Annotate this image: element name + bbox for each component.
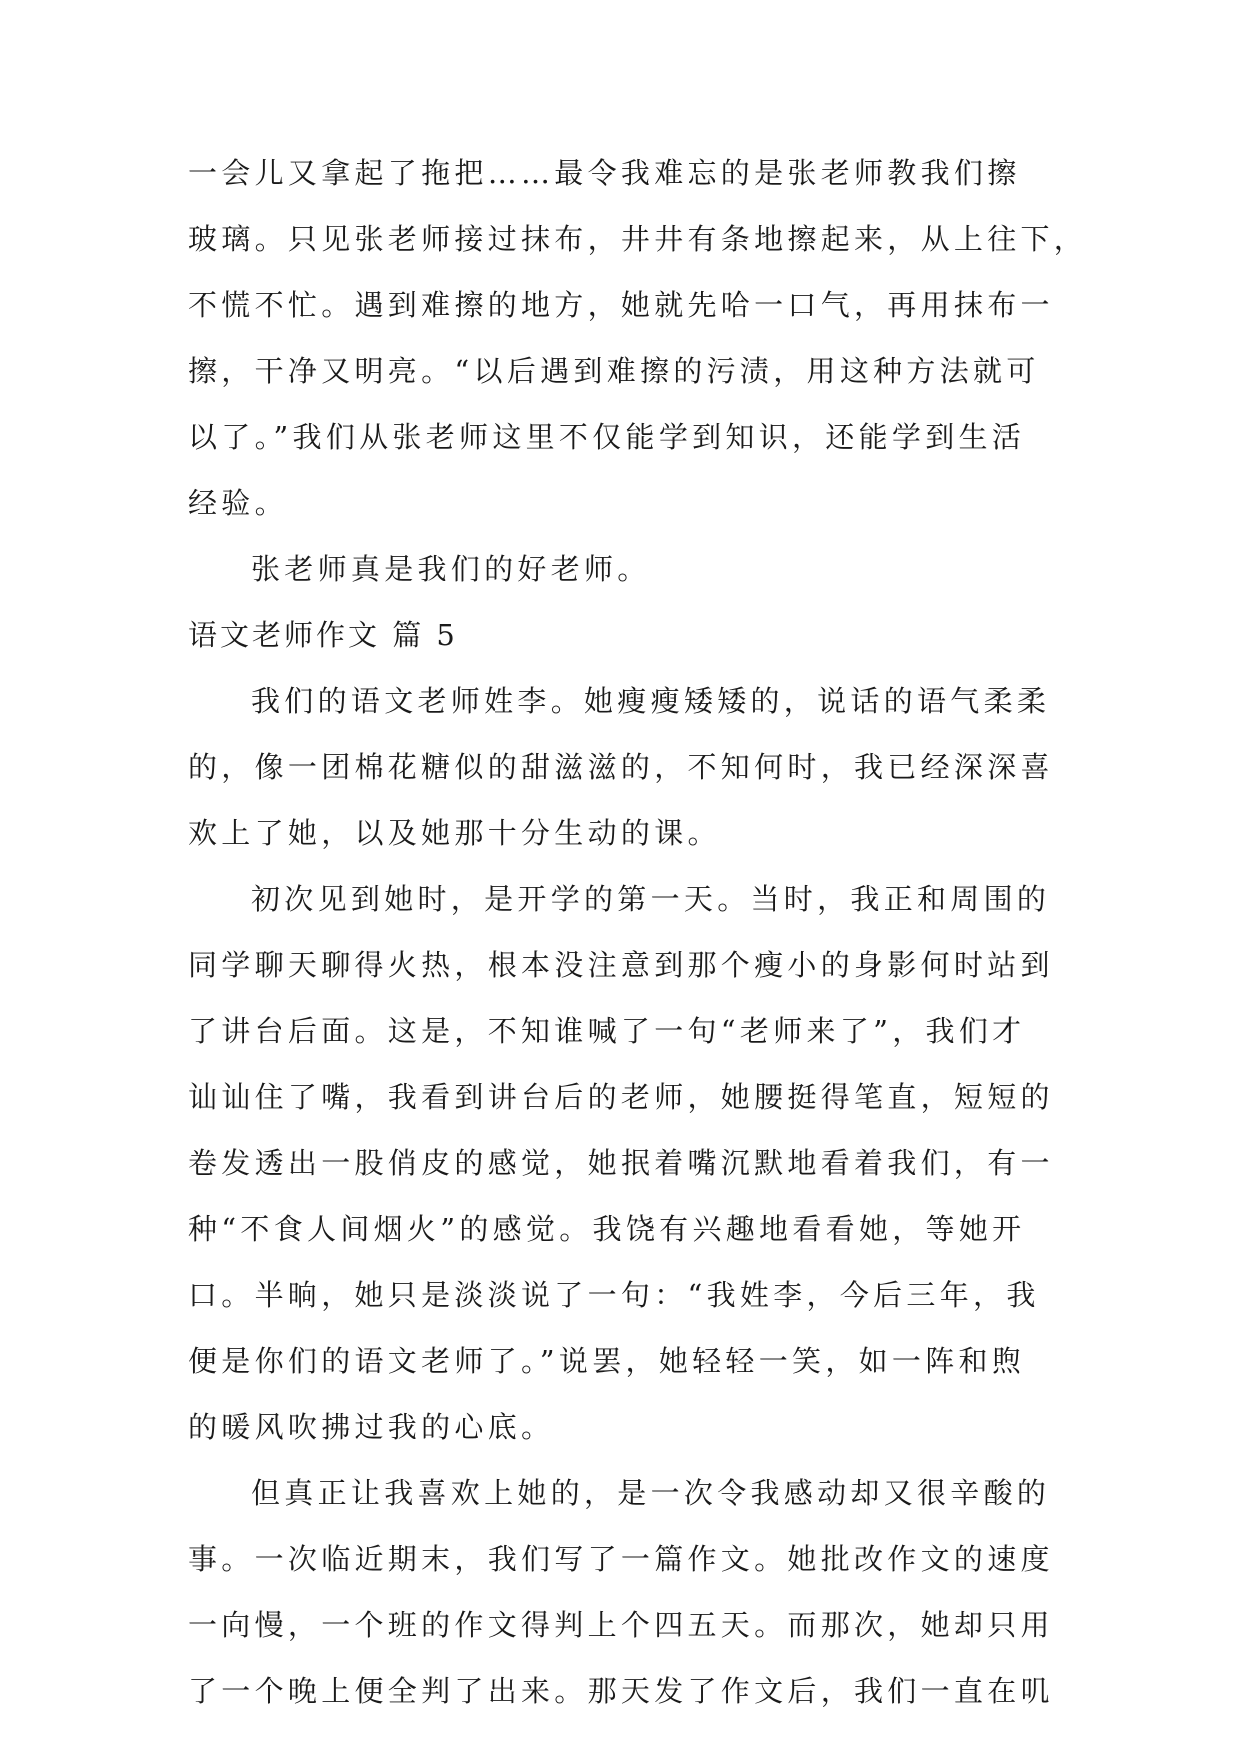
section-heading: 语文老师作文 篇 5 <box>188 618 458 652</box>
paragraph <box>188 1460 1060 1724</box>
text-line: 的，像一团棉花糖似的甜滋滋的，不知何时，我已经深深喜 <box>188 750 1054 784</box>
text-line: 一向慢，一个班的作文得判上个四五天。而那次，她却只用 <box>188 1608 1054 1642</box>
text-line: 口。半晌，她只是淡淡说了一句：“我姓李，今后三年，我 <box>188 1278 1040 1312</box>
text-line: 事。一次临近期末，我们写了一篇作文。她批改作文的速度 <box>188 1542 1054 1576</box>
text-line: 我们的语文老师姓李。她瘦瘦矮矮的，说话的语气柔柔 <box>251 684 1051 718</box>
text-line: 卷发透出一股俏皮的感觉，她抿着嘴沉默地看着我们，有一 <box>188 1146 1054 1180</box>
text-line: 经验。 <box>188 486 288 520</box>
text-line: 但真正让我喜欢上她的，是一次令我感动却又很辛酸的 <box>251 1476 1051 1510</box>
text-line: 玻璃。只见张老师接过抹布，井井有条地擦起来，从上往下， <box>188 222 1088 256</box>
paragraph-closing <box>188 536 1060 602</box>
text-line: 不慌不忙。遇到难擦的地方，她就先哈一口气，再用抹布一 <box>188 288 1054 322</box>
text-line: 的暖风吹拂过我的心底。 <box>188 1410 555 1444</box>
text-line: 初次见到她时，是开学的第一天。当时，我正和周围的 <box>251 882 1051 916</box>
text-line: 以了。”我们从张老师这里不仅能学到知识，还能学到生活 <box>188 420 1026 454</box>
text-line: 擦，干净又明亮。“以后遇到难擦的污渍，用这种方法就可 <box>188 354 1040 388</box>
text-line: 了讲台后面。这是，不知谁喊了一句“老师来了”，我们才 <box>188 1014 1026 1048</box>
text-line: 种“不食人间烟火”的感觉。我饶有兴趣地看看她，等她开 <box>188 1212 1026 1246</box>
paragraph <box>188 866 1060 1460</box>
text-line: 讪讪住了嘴，我看到讲台后的老师，她腰挺得笔直，短短的 <box>188 1080 1054 1114</box>
text-line: 张老师真是我们的好老师。 <box>251 552 651 586</box>
text-line: 了一个晚上便全判了出来。那天发了作文后，我们一直在叽 <box>188 1674 1054 1708</box>
text-line: 同学聊天聊得火热，根本没注意到那个瘦小的身影何时站到 <box>188 948 1054 982</box>
text-line: 便是你们的语文老师了。”说罢，她轻轻一笑，如一阵和煦 <box>188 1344 1026 1378</box>
document-body <box>188 140 1088 1724</box>
paragraph-continuation <box>188 140 1088 536</box>
text-line: 欢上了她，以及她那十分生动的课。 <box>188 816 721 850</box>
paragraph <box>188 668 1060 866</box>
text-line: 一会儿又拿起了拖把……最令我难忘的是张老师教我们擦 <box>188 156 1021 190</box>
